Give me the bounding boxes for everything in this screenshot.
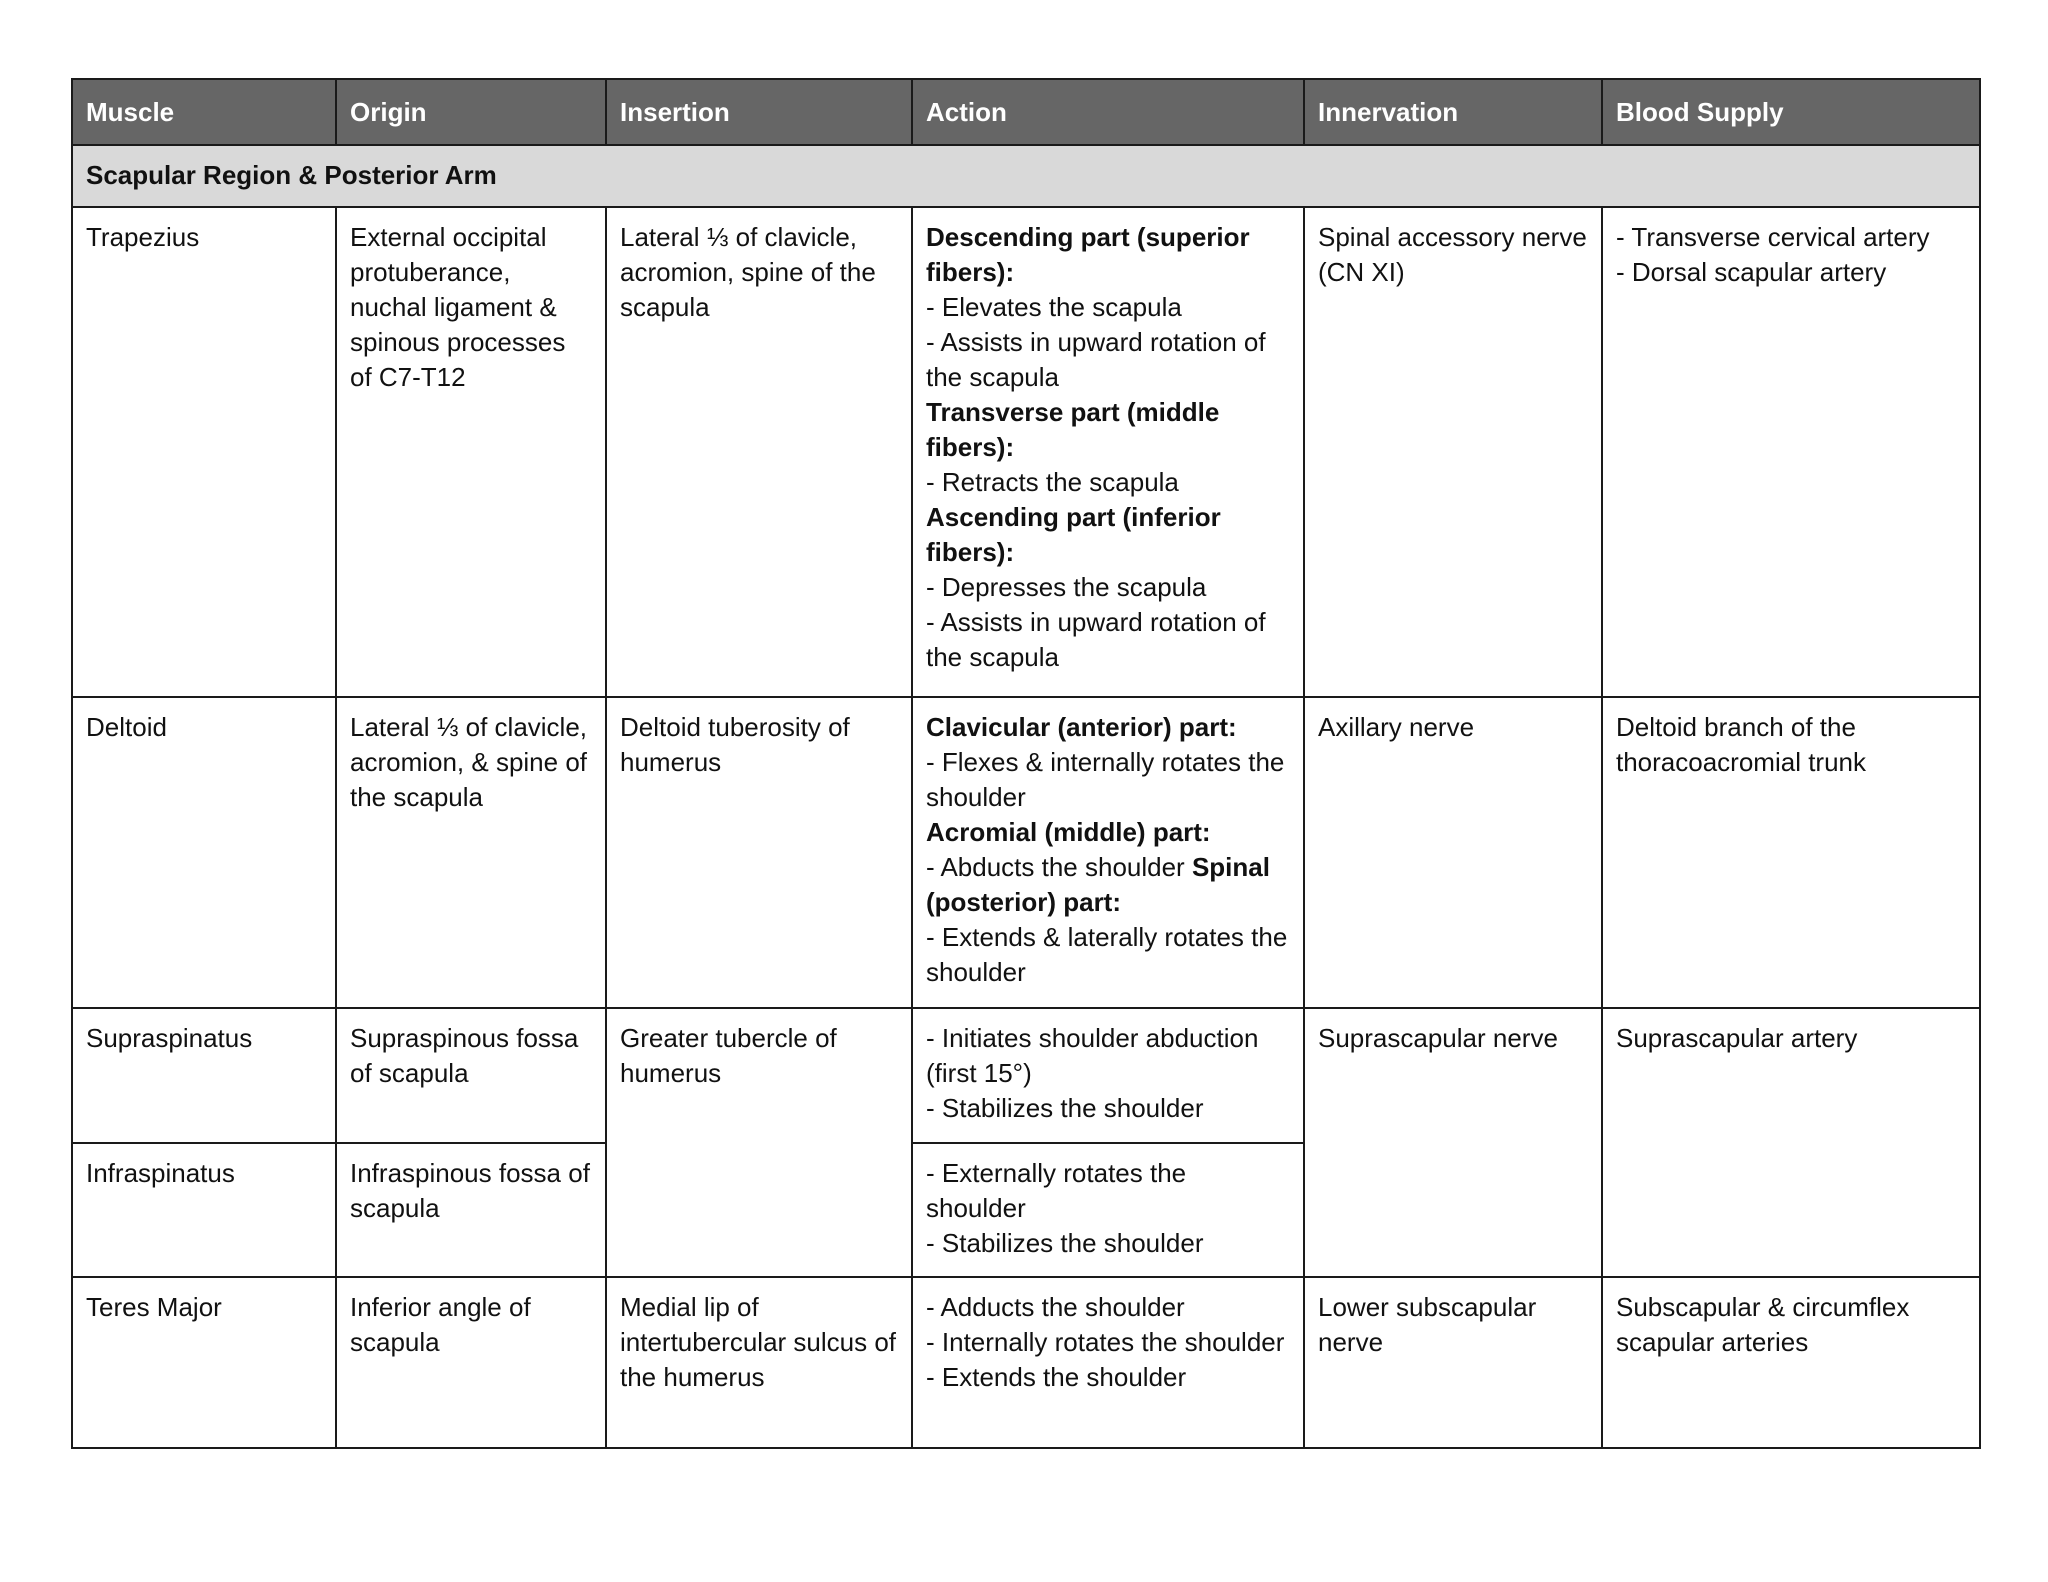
action-item: - Stabilizes the shoulder <box>926 1093 1204 1123</box>
muscle-cell: Teres Major <box>72 1277 336 1448</box>
action-item: - Initiates shoulder abduction (first 15°) <box>926 1023 1259 1088</box>
action-item: - Elevates the scapula <box>926 292 1182 322</box>
header-row <box>72 79 1980 145</box>
origin-cell: Infraspinous fossa of scapula <box>336 1143 606 1277</box>
action-item: - Stabilizes the shoulder <box>926 1228 1204 1258</box>
origin-cell: Inferior angle of scapula <box>336 1277 606 1448</box>
innervation-cell: Suprascapular nerve <box>1304 1008 1602 1277</box>
action-cell <box>912 1277 1304 1448</box>
section-row <box>72 145 1980 207</box>
action-item: - Abducts the shoulder <box>926 852 1185 882</box>
action-item: - Flexes & internally rotates the shoulder <box>926 747 1285 812</box>
action-item: - Extends the shoulder <box>926 1362 1187 1392</box>
origin-cell: Lateral ⅓ of clavicle, acromion, & spine of the scapula <box>336 697 606 1008</box>
innervation-cell: Spinal accessory nerve (CN XI) <box>1304 207 1602 697</box>
insertion-cell: Deltoid tuberosity of humerus <box>606 697 912 1008</box>
blood-supply-item: - Transverse cervical artery <box>1616 222 1930 252</box>
header-insertion: Insertion <box>606 79 912 145</box>
action-item: - Adducts the shoulder <box>926 1292 1185 1322</box>
innervation-cell: Lower subscapular nerve <box>1304 1277 1602 1448</box>
muscle-table <box>71 78 1981 1449</box>
blood-supply-cell <box>1602 207 1980 697</box>
action-cell <box>912 207 1304 697</box>
action-heading: Ascending part (inferior fibers): <box>926 502 1221 567</box>
action-cell <box>912 1143 1304 1277</box>
action-item: - Internally rotates the shoulder <box>926 1327 1285 1357</box>
header-innervation: Innervation <box>1304 79 1602 145</box>
action-item: - Assists in upward rotation of the scapula <box>926 607 1266 672</box>
header-origin: Origin <box>336 79 606 145</box>
action-item-with-heading <box>926 850 1291 920</box>
innervation-cell: Axillary nerve <box>1304 697 1602 1008</box>
action-item: - Retracts the scapula <box>926 467 1179 497</box>
action-item: - Extends & laterally rotates the shoulder <box>926 922 1288 987</box>
insertion-cell: Lateral ⅓ of clavicle, acromion, spine of the scapula <box>606 207 912 697</box>
table-row-teres-major <box>72 1277 1980 1448</box>
blood-supply-cell: Suprascapular artery <box>1602 1008 1980 1277</box>
section-title: Scapular Region & Posterior Arm <box>72 145 1980 207</box>
origin-cell: External occipital protuberance, nuchal ligament & spinous processes of C7-T12 <box>336 207 606 697</box>
action-item: - Externally rotates the shoulder <box>926 1158 1187 1223</box>
muscle-cell: Deltoid <box>72 697 336 1008</box>
insertion-cell: Medial lip of intertubercular sulcus of the humerus <box>606 1277 912 1448</box>
blood-supply-cell: Deltoid branch of the thoracoacromial trunk <box>1602 697 1980 1008</box>
muscle-cell: Infraspinatus <box>72 1143 336 1277</box>
table-row-trapezius <box>72 207 1980 697</box>
action-cell <box>912 1008 1304 1143</box>
table-row-supraspinatus <box>72 1008 1980 1143</box>
action-item: - Depresses the scapula <box>926 572 1207 602</box>
blood-supply-item: - Dorsal scapular artery <box>1616 257 1887 287</box>
action-item: - Assists in upward rotation of the scapula <box>926 327 1266 392</box>
action-cell <box>912 697 1304 1008</box>
header-muscle: Muscle <box>72 79 336 145</box>
action-heading: Acromial (middle) part: <box>926 817 1211 847</box>
header-blood-supply: Blood Supply <box>1602 79 1980 145</box>
action-heading: Transverse part (middle fibers): <box>926 397 1220 462</box>
muscle-cell: Trapezius <box>72 207 336 697</box>
insertion-cell: Greater tubercle of humerus <box>606 1008 912 1277</box>
table-row-deltoid <box>72 697 1980 1008</box>
action-heading: Clavicular (anterior) part: <box>926 712 1237 742</box>
action-heading: Descending part (superior fibers): <box>926 222 1250 287</box>
muscle-cell: Supraspinatus <box>72 1008 336 1143</box>
blood-supply-cell: Subscapular & circumflex scapular arteries <box>1602 1277 1980 1448</box>
origin-cell: Supraspinous fossa of scapula <box>336 1008 606 1143</box>
action-heading: Spinal (posterior) part: <box>926 852 1270 917</box>
header-action: Action <box>912 79 1304 145</box>
